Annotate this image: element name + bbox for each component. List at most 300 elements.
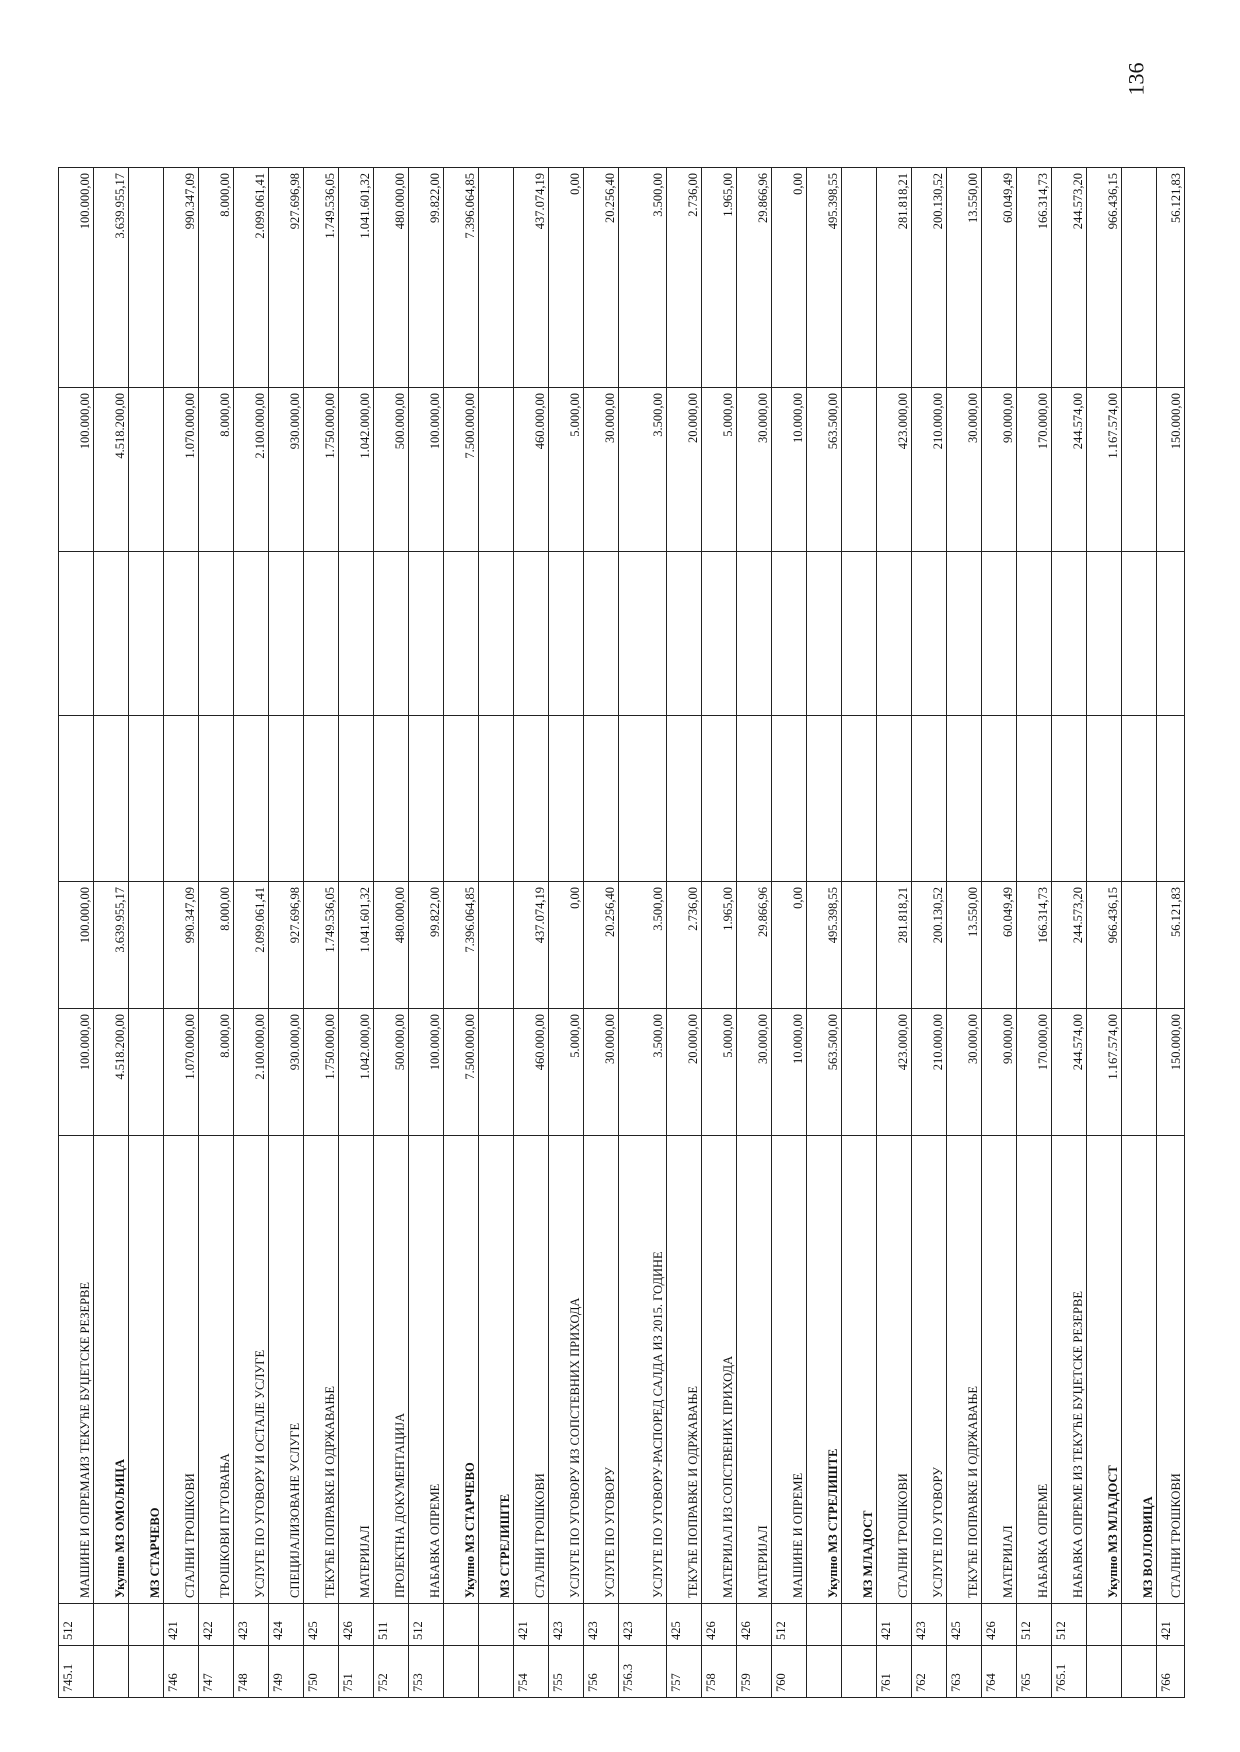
- empty-cell: [1052, 716, 1087, 882]
- table-row: [304, 168, 339, 1698]
- item-name: СТАЛНИ ТРОШКОВИ: [164, 1136, 199, 1604]
- executed-amount: 0,00: [772, 882, 807, 1009]
- executed-amount-total: 1.749.536,05: [304, 168, 339, 388]
- section-header-row: [1122, 168, 1157, 1698]
- empty-cell: [59, 716, 94, 882]
- item-name: Укупно МЗ СТАРЧЕВО: [444, 1136, 479, 1604]
- executed-amount: 0,00: [549, 882, 584, 1009]
- planned-amount-total: [1122, 388, 1157, 552]
- row-number: 764: [982, 1646, 1017, 1698]
- section-header-row: [129, 168, 164, 1698]
- account-code: [842, 1604, 877, 1646]
- table-row: [514, 168, 549, 1698]
- account-code: 512: [409, 1604, 444, 1646]
- planned-amount: 1.167.574,00: [1087, 1009, 1122, 1136]
- account-code: 512: [59, 1604, 94, 1646]
- item-name: МАТЕРИЈАЛ ИЗ СОПСТВЕНИХ ПРИХОДА: [702, 1136, 737, 1604]
- planned-amount: 30.000,00: [947, 1009, 982, 1136]
- item-name: ТЕКУЋЕ ПОПРАВКЕ И ОДРЖАВАЊЕ: [667, 1136, 702, 1604]
- item-name: СПЕЦИЈАЛИЗОВАНЕ УСЛУГЕ: [269, 1136, 304, 1604]
- planned-amount-total: 930.000,00: [269, 388, 304, 552]
- empty-cell: [1017, 716, 1052, 882]
- executed-amount-total: 281.818,21: [877, 168, 912, 388]
- empty-cell: [479, 552, 514, 716]
- executed-amount: 100.000,00: [59, 882, 94, 1009]
- empty-cell: [982, 716, 1017, 882]
- executed-amount: 29.866,96: [737, 882, 772, 1009]
- account-code: 425: [304, 1604, 339, 1646]
- item-name: УСЛУГЕ ПО УГОВОРУ И ОСТАЛЕ УСЛУГЕ: [234, 1136, 269, 1604]
- executed-amount-total: 3.500,00: [619, 168, 667, 388]
- empty-cell: [234, 716, 269, 882]
- empty-cell: [619, 552, 667, 716]
- account-code: 421: [514, 1604, 549, 1646]
- empty-cell: [947, 552, 982, 716]
- item-name: МАТЕРИЈАЛ: [737, 1136, 772, 1604]
- row-number: 751: [339, 1646, 374, 1698]
- row-number: 748: [234, 1646, 269, 1698]
- executed-amount-total: 244.573,20: [1052, 168, 1087, 388]
- empty-cell: [842, 552, 877, 716]
- item-name: ТЕКУЋЕ ПОПРАВКЕ И ОДРЖАВАЊЕ: [304, 1136, 339, 1604]
- empty-cell: [1017, 552, 1052, 716]
- empty-cell: [199, 552, 234, 716]
- empty-cell: [129, 716, 164, 882]
- table-row: [549, 168, 584, 1698]
- account-code: 511: [374, 1604, 409, 1646]
- section-header-row: [479, 168, 514, 1698]
- executed-amount-total: 2.736,00: [667, 168, 702, 388]
- row-number: 756: [584, 1646, 619, 1698]
- table-row: [1157, 168, 1185, 1698]
- empty-cell: [94, 552, 129, 716]
- table-row: [584, 168, 619, 1698]
- executed-amount-total: 1.041.601,32: [339, 168, 374, 388]
- empty-cell: [374, 716, 409, 882]
- row-number: [444, 1646, 479, 1698]
- total-row: [444, 168, 479, 1698]
- planned-amount: 8.000,00: [199, 1009, 234, 1136]
- account-code: 423: [584, 1604, 619, 1646]
- row-number: [1087, 1646, 1122, 1698]
- empty-cell: [549, 552, 584, 716]
- table-row: [339, 168, 374, 1698]
- item-name: МЗ ВОЈЛОВИЦА: [1122, 1136, 1157, 1604]
- row-number: 762: [912, 1646, 947, 1698]
- account-code: 425: [667, 1604, 702, 1646]
- item-name: НАБАВКА ОПРЕМЕ: [409, 1136, 444, 1604]
- empty-cell: [269, 552, 304, 716]
- executed-amount: [479, 882, 514, 1009]
- planned-amount: 4.518.200,00: [94, 1009, 129, 1136]
- empty-cell: [409, 552, 444, 716]
- executed-amount-total: 927.696,98: [269, 168, 304, 388]
- empty-cell: [164, 552, 199, 716]
- planned-amount: 150.000,00: [1157, 1009, 1185, 1136]
- empty-cell: [912, 552, 947, 716]
- account-code: [94, 1604, 129, 1646]
- item-name: Укупно МЗ СТРЕЛИШТЕ: [807, 1136, 842, 1604]
- executed-amount: 99.822,00: [409, 882, 444, 1009]
- executed-amount-total: 2.099.061,41: [234, 168, 269, 388]
- executed-amount-total: 1.965,00: [702, 168, 737, 388]
- section-header-row: [842, 168, 877, 1698]
- item-name: ПРОЈЕКТНА ДОКУМЕНТАЦИЈА: [374, 1136, 409, 1604]
- row-number: [129, 1646, 164, 1698]
- row-number: 761: [877, 1646, 912, 1698]
- item-name: УСЛУГЕ ПО УГОВОРУ: [912, 1136, 947, 1604]
- account-code: 512: [772, 1604, 807, 1646]
- executed-amount: [129, 882, 164, 1009]
- account-code: 425: [947, 1604, 982, 1646]
- executed-amount: 1.041.601,32: [339, 882, 374, 1009]
- planned-amount: [1122, 1009, 1157, 1136]
- planned-amount-total: 4.518.200,00: [94, 388, 129, 552]
- planned-amount: 7.500.000,00: [444, 1009, 479, 1136]
- executed-amount: 2.099.061,41: [234, 882, 269, 1009]
- empty-cell: [1157, 716, 1185, 882]
- account-code: 426: [339, 1604, 374, 1646]
- item-name: МАШИНЕ И ОПРЕМЕ: [772, 1136, 807, 1604]
- planned-amount: 3.500,00: [619, 1009, 667, 1136]
- row-number: 747: [199, 1646, 234, 1698]
- executed-amount-total: [479, 168, 514, 388]
- planned-amount-total: 1.167.574,00: [1087, 388, 1122, 552]
- planned-amount-total: 423.000,00: [877, 388, 912, 552]
- planned-amount-total: 5.000,00: [549, 388, 584, 552]
- row-number: 756.3: [619, 1646, 667, 1698]
- item-name: СТАЛНИ ТРОШКОВИ: [514, 1136, 549, 1604]
- executed-amount-total: 60.049,49: [982, 168, 1017, 388]
- total-row: [807, 168, 842, 1698]
- empty-cell: [234, 552, 269, 716]
- planned-amount-total: 170.000,00: [1017, 388, 1052, 552]
- executed-amount: 3.500,00: [619, 882, 667, 1009]
- budget-table: [58, 167, 1185, 1698]
- planned-amount: 1.042.000,00: [339, 1009, 374, 1136]
- planned-amount: 1.750.000,00: [304, 1009, 339, 1136]
- executed-amount-total: 29.866,96: [737, 168, 772, 388]
- empty-cell: [807, 552, 842, 716]
- empty-cell: [479, 716, 514, 882]
- account-code: 421: [877, 1604, 912, 1646]
- row-number: [842, 1646, 877, 1698]
- item-name: УСЛУГЕ ПО УГОВОРУ: [584, 1136, 619, 1604]
- empty-cell: [59, 552, 94, 716]
- account-code: 421: [164, 1604, 199, 1646]
- row-number: 745.1: [59, 1646, 94, 1698]
- executed-amount: 495.398,55: [807, 882, 842, 1009]
- planned-amount-total: 1.750.000,00: [304, 388, 339, 552]
- planned-amount-total: 30.000,00: [584, 388, 619, 552]
- planned-amount-total: 30.000,00: [737, 388, 772, 552]
- planned-amount: 30.000,00: [737, 1009, 772, 1136]
- executed-amount: 990.347,09: [164, 882, 199, 1009]
- planned-amount-total: 563.500,00: [807, 388, 842, 552]
- table-row: [877, 168, 912, 1698]
- item-name: НАБАВКА ОПРЕМЕ ИЗ ТЕКУЋЕ БУЏЕТСКЕ РЕЗЕРВЕ: [1052, 1136, 1087, 1604]
- empty-cell: [339, 552, 374, 716]
- account-code: 422: [199, 1604, 234, 1646]
- empty-cell: [982, 552, 1017, 716]
- account-code: [479, 1604, 514, 1646]
- empty-cell: [304, 552, 339, 716]
- executed-amount-total: 56.121,83: [1157, 168, 1185, 388]
- row-number: 753: [409, 1646, 444, 1698]
- table-row: [667, 168, 702, 1698]
- executed-amount-total: 0,00: [772, 168, 807, 388]
- row-number: [1122, 1646, 1157, 1698]
- planned-amount: 930.000,00: [269, 1009, 304, 1136]
- executed-amount-total: 7.396.064,85: [444, 168, 479, 388]
- table-row: [234, 168, 269, 1698]
- empty-cell: [164, 716, 199, 882]
- empty-cell: [1087, 552, 1122, 716]
- planned-amount-total: 100.000,00: [409, 388, 444, 552]
- executed-amount: 200.130,52: [912, 882, 947, 1009]
- item-name: МАТЕРИЈАЛ: [982, 1136, 1017, 1604]
- executed-amount-total: 480.000,00: [374, 168, 409, 388]
- row-number: [479, 1646, 514, 1698]
- item-name: НАБАВКА ОПРЕМЕ: [1017, 1136, 1052, 1604]
- empty-cell: [94, 716, 129, 882]
- planned-amount-total: [479, 388, 514, 552]
- executed-amount: 3.639.955,17: [94, 882, 129, 1009]
- planned-amount-total: 244.574,00: [1052, 388, 1087, 552]
- empty-cell: [947, 716, 982, 882]
- row-number: 749: [269, 1646, 304, 1698]
- empty-cell: [549, 716, 584, 882]
- account-code: 512: [1052, 1604, 1087, 1646]
- row-number: [94, 1646, 129, 1698]
- planned-amount: 100.000,00: [59, 1009, 94, 1136]
- planned-amount: 244.574,00: [1052, 1009, 1087, 1136]
- row-number: 763: [947, 1646, 982, 1698]
- account-code: 426: [737, 1604, 772, 1646]
- table-row: [772, 168, 807, 1698]
- account-code: 426: [982, 1604, 1017, 1646]
- planned-amount: 1.070.000,00: [164, 1009, 199, 1136]
- planned-amount-total: 460.000,00: [514, 388, 549, 552]
- empty-cell: [1052, 552, 1087, 716]
- item-name: СТАЛНИ ТРОШКОВИ: [877, 1136, 912, 1604]
- account-code: 423: [234, 1604, 269, 1646]
- planned-amount-total: 1.042.000,00: [339, 388, 374, 552]
- item-name: СТАЛНИ ТРОШКОВИ: [1157, 1136, 1185, 1604]
- planned-amount-total: 90.000,00: [982, 388, 1017, 552]
- empty-cell: [807, 716, 842, 882]
- row-number: 752: [374, 1646, 409, 1698]
- empty-cell: [667, 552, 702, 716]
- table-row: [1052, 168, 1087, 1698]
- executed-amount: 60.049,49: [982, 882, 1017, 1009]
- account-code: [1122, 1604, 1157, 1646]
- item-name: МЗ МЛАДОСТ: [842, 1136, 877, 1604]
- table-row: [737, 168, 772, 1698]
- planned-amount: 5.000,00: [549, 1009, 584, 1136]
- rotated-page-content: [58, 168, 1184, 1698]
- planned-amount: 210.000,00: [912, 1009, 947, 1136]
- planned-amount: 10.000,00: [772, 1009, 807, 1136]
- budget-table-body: [59, 168, 1185, 1698]
- item-name: МЗ СТРЕЛИШТЕ: [479, 1136, 514, 1604]
- executed-amount: 927.696,98: [269, 882, 304, 1009]
- planned-amount-total: 5.000,00: [702, 388, 737, 552]
- table-row: [912, 168, 947, 1698]
- planned-amount: 170.000,00: [1017, 1009, 1052, 1136]
- empty-cell: [409, 716, 444, 882]
- empty-cell: [444, 552, 479, 716]
- empty-cell: [129, 552, 164, 716]
- account-code: 421: [1157, 1604, 1185, 1646]
- executed-amount-total: 13.550,00: [947, 168, 982, 388]
- executed-amount-total: 495.398,55: [807, 168, 842, 388]
- executed-amount: 20.256,40: [584, 882, 619, 1009]
- empty-cell: [737, 552, 772, 716]
- executed-amount-total: 3.639.955,17: [94, 168, 129, 388]
- planned-amount-total: 20.000,00: [667, 388, 702, 552]
- empty-cell: [912, 716, 947, 882]
- executed-amount: 966.436,15: [1087, 882, 1122, 1009]
- executed-amount: 244.573,20: [1052, 882, 1087, 1009]
- planned-amount: 100.000,00: [409, 1009, 444, 1136]
- planned-amount-total: 210.000,00: [912, 388, 947, 552]
- planned-amount-total: 30.000,00: [947, 388, 982, 552]
- planned-amount: 563.500,00: [807, 1009, 842, 1136]
- executed-amount-total: [1122, 168, 1157, 388]
- executed-amount-total: 966.436,15: [1087, 168, 1122, 388]
- planned-amount-total: 7.500.000,00: [444, 388, 479, 552]
- empty-cell: [877, 552, 912, 716]
- item-name: МАТЕРИЈАЛ: [339, 1136, 374, 1604]
- item-name: Укупно МЗ ОМОЉИЦА: [94, 1136, 129, 1604]
- empty-cell: [514, 552, 549, 716]
- empty-cell: [339, 716, 374, 882]
- empty-cell: [702, 552, 737, 716]
- empty-cell: [702, 716, 737, 882]
- account-code: [1087, 1604, 1122, 1646]
- account-code: 423: [549, 1604, 584, 1646]
- empty-cell: [772, 552, 807, 716]
- planned-amount-total: 150.000,00: [1157, 388, 1185, 552]
- total-row: [1087, 168, 1122, 1698]
- row-number: 760: [772, 1646, 807, 1698]
- empty-cell: [1122, 552, 1157, 716]
- executed-amount: 480.000,00: [374, 882, 409, 1009]
- row-number: 759: [737, 1646, 772, 1698]
- row-number: 757: [667, 1646, 702, 1698]
- executed-amount: 8.000,00: [199, 882, 234, 1009]
- executed-amount-total: 166.314,73: [1017, 168, 1052, 388]
- account-code: [129, 1604, 164, 1646]
- account-code: 512: [1017, 1604, 1052, 1646]
- table-row: [702, 168, 737, 1698]
- executed-amount: 2.736,00: [667, 882, 702, 1009]
- planned-amount-total: 500.000,00: [374, 388, 409, 552]
- table-row: [164, 168, 199, 1698]
- item-name: ТЕКУЋЕ ПОПРАВКЕ И ОДРЖАВАЊЕ: [947, 1136, 982, 1604]
- planned-amount: 2.100.000,00: [234, 1009, 269, 1136]
- row-number: 765: [1017, 1646, 1052, 1698]
- table-row: [619, 168, 667, 1698]
- executed-amount: 1.749.536,05: [304, 882, 339, 1009]
- planned-amount-total: 100.000,00: [59, 388, 94, 552]
- planned-amount: [479, 1009, 514, 1136]
- planned-amount-total: 1.070.000,00: [164, 388, 199, 552]
- row-number: 766: [1157, 1646, 1185, 1698]
- table-row: [269, 168, 304, 1698]
- table-row: [199, 168, 234, 1698]
- table-row: [374, 168, 409, 1698]
- empty-cell: [269, 716, 304, 882]
- executed-amount-total: 100.000,00: [59, 168, 94, 388]
- account-code: [444, 1604, 479, 1646]
- planned-amount: [842, 1009, 877, 1136]
- executed-amount-total: 437.074,19: [514, 168, 549, 388]
- executed-amount: [1122, 882, 1157, 1009]
- empty-cell: [514, 716, 549, 882]
- executed-amount: 7.396.064,85: [444, 882, 479, 1009]
- row-number: 746: [164, 1646, 199, 1698]
- item-name: Укупно МЗ МЛАДОСТ: [1087, 1136, 1122, 1604]
- account-code: 423: [912, 1604, 947, 1646]
- empty-cell: [619, 716, 667, 882]
- table-row: [409, 168, 444, 1698]
- planned-amount: 30.000,00: [584, 1009, 619, 1136]
- item-name: МЗ СТАРЧЕВО: [129, 1136, 164, 1604]
- planned-amount-total: 3.500,00: [619, 388, 667, 552]
- page-number: 136: [1123, 62, 1149, 96]
- row-number: 750: [304, 1646, 339, 1698]
- empty-cell: [877, 716, 912, 882]
- empty-cell: [584, 716, 619, 882]
- executed-amount-total: [842, 168, 877, 388]
- planned-amount: 423.000,00: [877, 1009, 912, 1136]
- empty-cell: [1122, 716, 1157, 882]
- empty-cell: [842, 716, 877, 882]
- executed-amount: [842, 882, 877, 1009]
- executed-amount-total: 99.822,00: [409, 168, 444, 388]
- executed-amount: 56.121,83: [1157, 882, 1185, 1009]
- empty-cell: [444, 716, 479, 882]
- empty-cell: [1157, 552, 1185, 716]
- planned-amount: 5.000,00: [702, 1009, 737, 1136]
- planned-amount: 460.000,00: [514, 1009, 549, 1136]
- empty-cell: [737, 716, 772, 882]
- executed-amount: 1.965,00: [702, 882, 737, 1009]
- empty-cell: [199, 716, 234, 882]
- empty-cell: [584, 552, 619, 716]
- executed-amount-total: 200.130,52: [912, 168, 947, 388]
- planned-amount-total: [842, 388, 877, 552]
- planned-amount: [129, 1009, 164, 1136]
- executed-amount: 13.550,00: [947, 882, 982, 1009]
- executed-amount: 166.314,73: [1017, 882, 1052, 1009]
- item-name: ТРОШКОВИ ПУТОВАЊА: [199, 1136, 234, 1604]
- total-row: [94, 168, 129, 1698]
- planned-amount-total: [129, 388, 164, 552]
- executed-amount-total: 990.347,09: [164, 168, 199, 388]
- planned-amount-total: 2.100.000,00: [234, 388, 269, 552]
- row-number: 754: [514, 1646, 549, 1698]
- account-code: 423: [619, 1604, 667, 1646]
- empty-cell: [1087, 716, 1122, 882]
- item-name: МАШИНЕ И ОПРЕМАИЗ ТЕКУЋЕ БУЏЕТСКЕ РЕЗЕРВЕ: [59, 1136, 94, 1604]
- table-row: [59, 168, 94, 1698]
- table-row: [982, 168, 1017, 1698]
- row-number: [807, 1646, 842, 1698]
- row-number: 765.1: [1052, 1646, 1087, 1698]
